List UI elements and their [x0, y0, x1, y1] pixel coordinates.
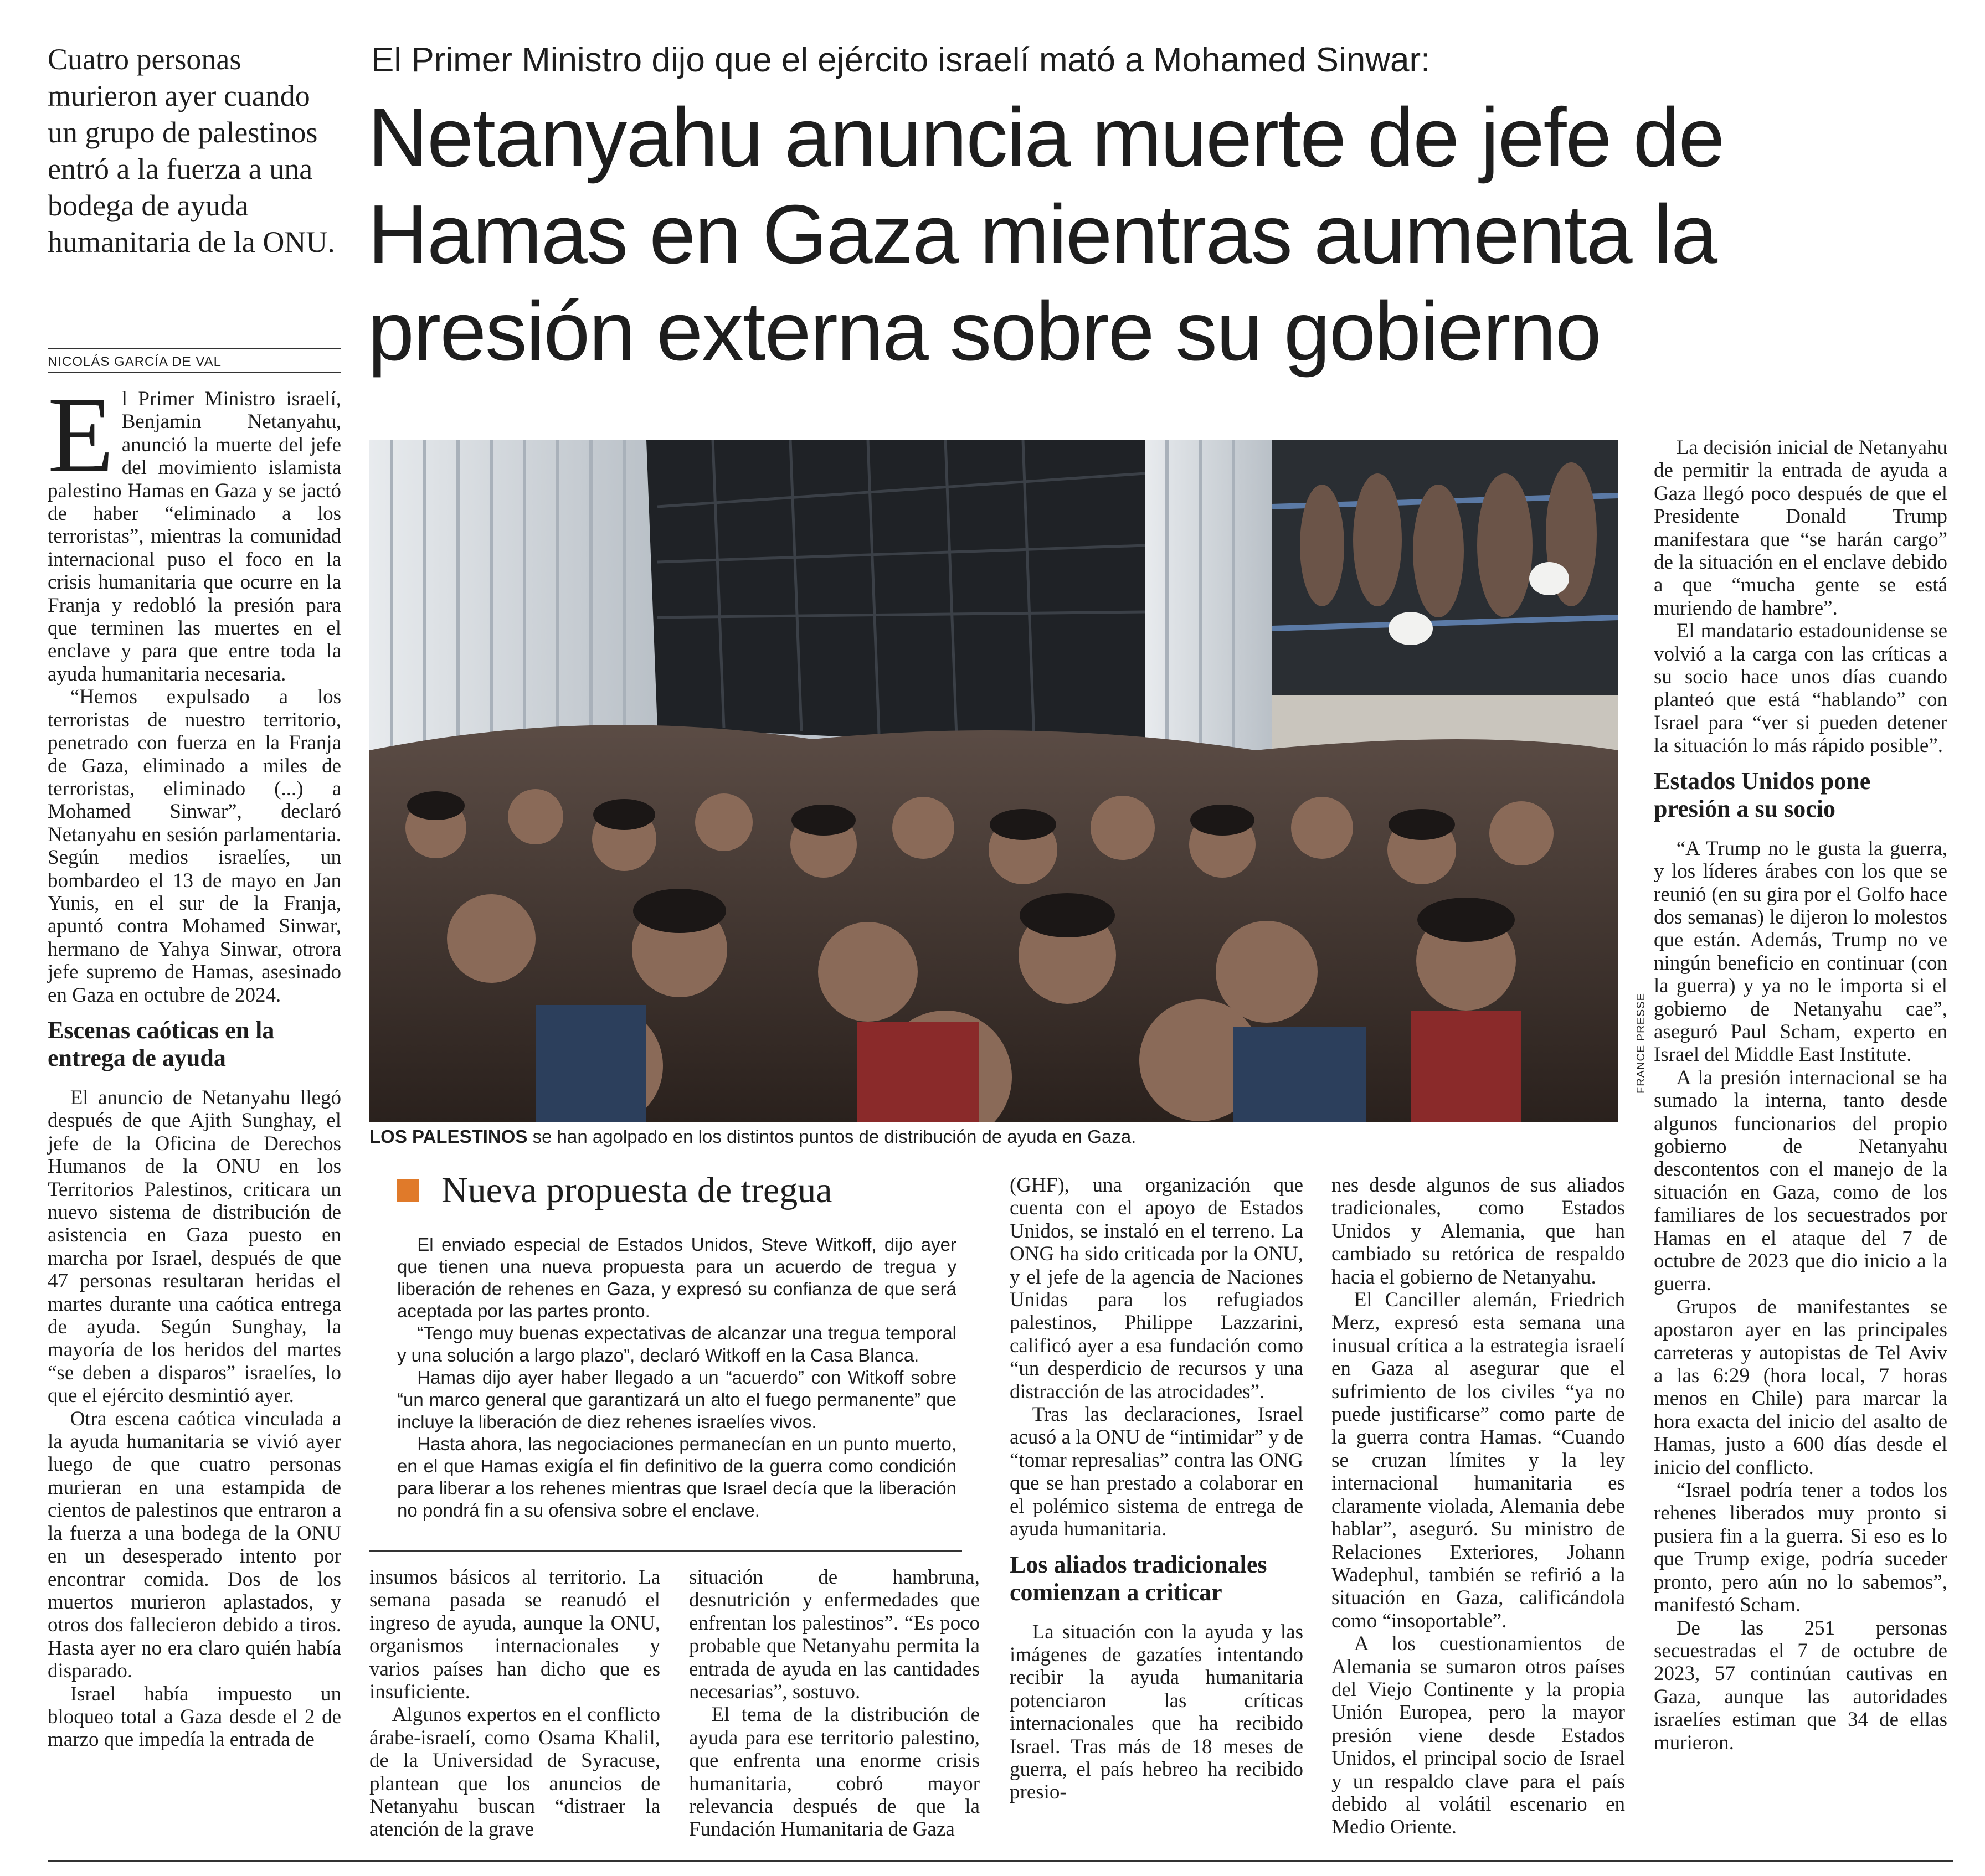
col4-p2: Tras las declaraciones, Israel acusó a la ONU de “intimidar” y de “tomar represalias” contra las ONG que se han prestado a colaborar en el polémico sistema de entrega de ayuda humanitaria.: [1010, 1403, 1303, 1541]
kicker: El Primer Ministro dijo que el ejército israelí mató a Mohamed Sinwar:: [371, 41, 1431, 79]
col6-p6: “Israel podría tener a todos los rehenes liberados muy pronto si pusiera fin a la guerra. Si eso es lo que Trump exige, podría suceder pronto, pero aún no lo sabemos”, manifestó Scham.: [1654, 1479, 1947, 1617]
box-title-row: [397, 1168, 962, 1213]
byline-rule: [48, 348, 341, 349]
lead-summary: [48, 41, 341, 260]
col1-p5: Israel había impuesto un bloqueo total a Gaza desde el 2 de marzo que impedía la entrada de: [48, 1682, 341, 1751]
box-p4: Hasta ahora, las negociaciones permanecían en un punto muerto, en el que Hamas exigía el fin definitivo de la guerra como condición para liberar a los rehenes mientras que Israel decía que la liberación no pondrá fin a su ofensiva sobre el enclave.: [397, 1434, 956, 1521]
box-title: Nueva propuesta de tregua: [441, 1170, 832, 1210]
col5-p3: A los cuestionamientos de Alemania se sumaron otros países del Viejo Continente y la propia Unión Europea, pero la mayor presión viene desde Estados Unidos, el principal socio de Israel y un respaldo clave para el país debido al volátil escenario en Medio Oriente.: [1331, 1632, 1625, 1839]
news-photo: [369, 440, 1618, 1122]
col6-p1: La decisión inicial de Netanyahu de permitir la entrada de ayuda a Gaza llegó poco después de que el Presidente Donald Trump manifestara que “se harán cargo” de la situación en el enclave debido a que “mucha gente se está muriendo de hambre”.: [1654, 436, 1947, 620]
column-2: [369, 1566, 660, 1841]
crowd-photo-illustration: [369, 440, 1618, 1122]
col5-p1: nes desde algunos de sus aliados tradicionales, como Estados Unidos y Alemania, que han cambiado su retórica de respaldo hacia el gobierno de Netanyahu.: [1331, 1174, 1625, 1289]
page-bottom-rule: [48, 1860, 1953, 1862]
col6-p4: A la presión internacional se ha sumado la interna, tanto desde algunos funcionarios del propio gobierno de Netanyahu descontentos con el manejo de la situación en Gaza, como de los familiares de los secuestrados por Hamas en el ataque del 7 de octubre de 2023 que dio inicio a la guerra.: [1654, 1066, 1947, 1296]
byline-rule-bottom: [48, 372, 341, 373]
column-3: [689, 1566, 980, 1841]
col2-p1: insumos básicos al territorio. La semana pasada se reanudó el ingreso de ayuda, aunque la ONU, organismos internacionales y varios países han dicho que es insuficiente.: [369, 1566, 660, 1704]
column-5: [1331, 1174, 1625, 1839]
col6-subhead: Estados Unidos pone presión a su socio: [1654, 767, 1871, 822]
byline: NICOLÁS GARCÍA DE VAL: [48, 354, 222, 369]
caption-lead: LOS PALESTINOS: [369, 1126, 528, 1147]
column-4: [1010, 1174, 1303, 1804]
col3-p1: situación de hambruna, desnutrición y enfermedades que enfrentan los palestinos”. “Es poco probable que Netanyahu permita la entrada de ayuda en las cantidades necesarias”, sostuvo.: [689, 1566, 980, 1704]
column-6: [1654, 436, 1947, 1754]
col1-p4: Otra escena caótica vinculada a la ayuda humanitaria se vivió ayer luego de que cuatro personas murieran en una estampida de cientos de palestinos que entraron a la fuerza a una bodega de la ONU en un desesperado intento por encontrar comida. Dos de los muertos murieron aplastados, y otros dos fallecieron debido a tiros. Hasta ayer no era claro quién había disparado.: [48, 1407, 341, 1683]
col1-p1: l Primer Ministro israelí, Benjamin Netanyahu, anunció la muerte del jefe del movimiento islamista palestino Hamas en Gaza y se jactó de haber “eliminado a los terroristas”, mientras la comunidad internacional puso el foco en la crisis humanitaria que ocurre en la Franja y redobló la presión para que terminen las muertes en el enclave y para que entre toda la ayuda humanitaria necesaria.: [48, 388, 341, 686]
box-square-icon: [397, 1179, 419, 1202]
box-p1: El enviado especial de Estados Unidos, Steve Witkoff, dijo ayer que tienen una nueva propuesta para un acuerdo de tregua y liberación de rehenes en Gaza, y expresó su confianza de que será aceptada por las partes pronto.: [397, 1234, 956, 1321]
col4-p3: La situación con la ayuda y las imágenes de gazatíes intentando recibir la ayuda humanitaria potenciaron las críticas internacionales que ha recibido Israel. Tras más de 18 meses de guerra, el país hebreo ha recibido presio-: [1010, 1620, 1303, 1804]
col6-p3: “A Trump no le gusta la guerra, y los líderes árabes con los que se reunió (en su gira por el Golfo hace dos semanas) le dijeron lo molestos que están. Además, Trump no ve ningún beneficio en continuar (con la guerra) y ya no le importa si el gobierno de Netanyahu cae”, aseguró Paul Scham, experto en Israel del Middle East Institute.: [1654, 837, 1947, 1066]
col6-p2: El mandatario estadounidense se volvió a la carga con las críticas a su socio hace unos días cuando planteó que está “hablando” con Israel para “ver si pueden detener la situación lo más rápido posible”.: [1654, 620, 1947, 757]
caption-text: se han agolpado en los distintos puntos de distribución de ayuda en Gaza.: [527, 1126, 1137, 1147]
box-body: [397, 1234, 956, 1522]
col1-p2: “Hemos expulsado a los terroristas de nuestro territorio, penetrado con fuerza en la Franja de Gaza, eliminado a miles de terroristas, eliminado (...) a Mohamed Sinwar”, declaró Netanyahu en sesión parlamentaria. Según medios israelíes, un bombardeo el 13 de mayo en Jan Yunis, en el sur de la Franja, apuntó contra Mohamed Sinwar, hermano de Yahya Sinwar, otrora jefe supremo de Hamas, asesinado en Gaza en octubre de 2024.: [48, 686, 341, 1007]
col3-p2: El tema de la distribución de ayuda para ese territorio palestino, que enfrenta una enorme crisis humanitaria, cobró mayor relevancia después de que la Fundación Humanitaria de Gaza: [689, 1703, 980, 1841]
photo-caption: [369, 1126, 1621, 1148]
col4-p1: (GHF), una organización que cuenta con el apoyo de Estados Unidos, se instaló en el terreno. La ONG ha sido criticada por la ONU, y el jefe de la agencia de Naciones Unidas para los refugiados palestinos, Philippe Lazzarini, calificó ayer a esa fundación como “un desperdicio de recursos y una distracción de las atrocidades”.: [1010, 1174, 1303, 1403]
sidebar-box: [369, 1168, 962, 1552]
col6-p5: Grupos de manifestantes se apostaron ayer en las principales carreteras y autopistas de Tel Aviv a las 6:29 (hora local, 7 horas menos en Chile) para marcar la hora exacta del inicio del asalto de Hamas, justo a 600 días desde el inicio del conflicto.: [1654, 1295, 1947, 1479]
col4-subhead: Los aliados tradicionales comienzan a criticar: [1010, 1550, 1267, 1606]
summary-text: Cuatro personas murieron ayer cuando un grupo de palestinos entró a la fuerza a una bodega de ayuda humanitaria de la ONU.: [48, 43, 335, 259]
column-1: [48, 375, 341, 1751]
col2-p2: Algunos expertos en el conflicto árabe-israelí, como Osama Khalil, de la Universidad de Syracuse, plantean que los anuncios de Netanyahu buscan “distraer la atención de la grave: [369, 1703, 660, 1841]
col5-p2: El Canciller alemán, Friedrich Merz, expresó esta semana una inusual crítica a la estrategia israelí en Gaza al asegurar que el sufrimiento de los civiles “ya no puede justificarse” como parte de la guerra contra Hamas. “Cuando se cruzan límites y la ley internacional humanitaria es claramente violada, Alemania debe hablar”, aseguró. Su ministro de Relaciones Exteriores, Johann Wadephul, también se refirió a la situación en Gaza, calificándola como “insoportable”.: [1331, 1289, 1625, 1632]
col1-subhead: Escenas caóticas en la entrega de ayuda: [48, 1016, 275, 1071]
col6-p7: De las 251 personas secuestradas el 7 de octubre de 2023, 57 continúan cautivas en Gaza, aunque las autoridades israelíes estiman que 34 de ellas murieron.: [1654, 1616, 1947, 1754]
dropcap: E: [48, 375, 114, 495]
photo-credit: FRANCE PRESSE: [1635, 993, 1647, 1094]
box-p3: Hamas dijo ayer haber llegado a un “acuerdo” con Witkoff sobre “un marco general que garantizará un alto el fuego permanente” que incluye la liberación de diez rehenes israelíes vivos.: [397, 1367, 956, 1432]
headline: Netanyahu anuncia muerte de jefe de Hamas en Gaza mientras aumenta la presión externa sobre su gobierno: [368, 90, 1724, 378]
box-p2: “Tengo muy buenas expectativas de alcanzar una tregua temporal y una solución a largo plazo”, declaró Witkoff en la Casa Blanca.: [397, 1323, 956, 1365]
col1-p3: El anuncio de Netanyahu llegó después de que Ajith Sunghay, el jefe de la Oficina de Derechos Humanos de la ONU en los Territorios Palestinos, criticara un nuevo sistema de distribución de asistencia en Gaza puesto en marcha por Israel, después de que 47 personas resultaran heridas el martes durante una caótica entrega de ayuda. Según Sunghay, la mayoría de los heridos del martes “se deben a disparos” israelíes, lo que el ejército desmintió ayer.: [48, 1086, 341, 1408]
